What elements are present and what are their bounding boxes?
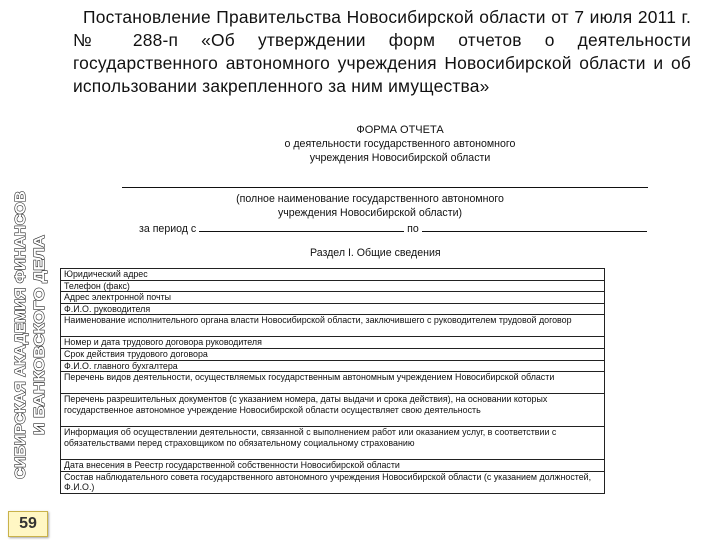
table-cell-label: Дата внесения в Реестр государственной собственности Новосибирской области <box>61 460 605 472</box>
table-row <box>61 280 605 292</box>
page-number-badge: 59 <box>8 511 48 537</box>
table-cell-label: Перечень разрешительных документов (с указанием номера, даты выдачи и срока действия), на основании которых государственное автономное учреждение Новосибирской области осуществляет свою деятельность <box>61 394 605 427</box>
form-title-block <box>250 123 550 165</box>
table-row <box>61 394 605 427</box>
table-row <box>61 471 605 493</box>
period-from-blank <box>199 221 404 232</box>
academy-name-vertical <box>4 190 50 480</box>
table-cell-label: Номер и дата трудового договора руководителя <box>61 337 605 349</box>
form-title: ФОРМА ОТЧЕТА <box>356 124 444 136</box>
academy-name-line2: И БАНКОВСКОГО ДЕЛА <box>32 266 48 435</box>
fullname-underline <box>122 187 648 188</box>
table-row <box>61 360 605 372</box>
period-to-label: по <box>407 223 419 235</box>
form-subtitle-line1: о деятельности государственного автономного <box>284 138 516 150</box>
section-title: Раздел I. Общие сведения <box>310 247 441 259</box>
table-cell-label: Перечень видов деятельности, осуществляемых государственным автономным учреждением Новосибирской области <box>61 372 605 394</box>
fullname-caption-line2: учреждения Новосибирской области) <box>277 207 463 219</box>
table-row <box>61 460 605 472</box>
period-from-label: за период с <box>139 223 197 235</box>
sidebar <box>0 0 55 540</box>
table-row <box>61 427 605 460</box>
form-subtitle-line2: учреждения Новосибирской области <box>309 152 491 164</box>
table-row <box>61 372 605 394</box>
fullname-caption-line1: (полное наименование государственного автономного <box>236 193 504 205</box>
table-cell-label: Адрес электронной почты <box>61 292 605 304</box>
table-cell-label: Телефон (факс) <box>61 280 605 292</box>
table-cell-label: Срок действия трудового договора <box>61 348 605 360</box>
table-row <box>61 269 605 281</box>
decree-title: Постановление Правительства Новосибирской области от 7 июля 2011 г. № 288-п «Об утверждении форм отчетов о деятельности государственного автономного учреждения Новосибирской области и об использовании закрепленного за ним имущества» <box>73 7 691 96</box>
table-cell-label: Наименование исполнительного органа власти Новосибирской области, заключившего с руководителем трудовой договор <box>61 315 605 337</box>
period-to-blank <box>422 221 647 232</box>
fullname-caption <box>230 192 510 220</box>
academy-name-line1: СИБИРСКАЯ АКАДЕМИЯ ФИНАНСОВ <box>13 212 29 479</box>
table-row <box>61 337 605 349</box>
table-row <box>61 303 605 315</box>
table-cell-label: Информация об осуществлении деятельности, связанной с выполнением работ или оказанием услуг, в соответствии с обязательствами перед страховщиком по обязательному социальному страхованию <box>61 427 605 460</box>
table-row <box>61 348 605 360</box>
page-heading <box>73 6 691 98</box>
table-cell-label: Ф.И.О. главного бухгалтера <box>61 360 605 372</box>
table-row <box>61 292 605 304</box>
general-info-table <box>60 268 605 494</box>
table-cell-label: Состав наблюдательного совета государственного автономного учреждения Новосибирской области (с указанием должностей, Ф.И.О.) <box>61 471 605 493</box>
table-cell-label: Юридический адрес <box>61 269 605 281</box>
table-cell-label: Ф.И.О. руководителя <box>61 303 605 315</box>
report-period <box>139 221 639 236</box>
table-row <box>61 315 605 337</box>
